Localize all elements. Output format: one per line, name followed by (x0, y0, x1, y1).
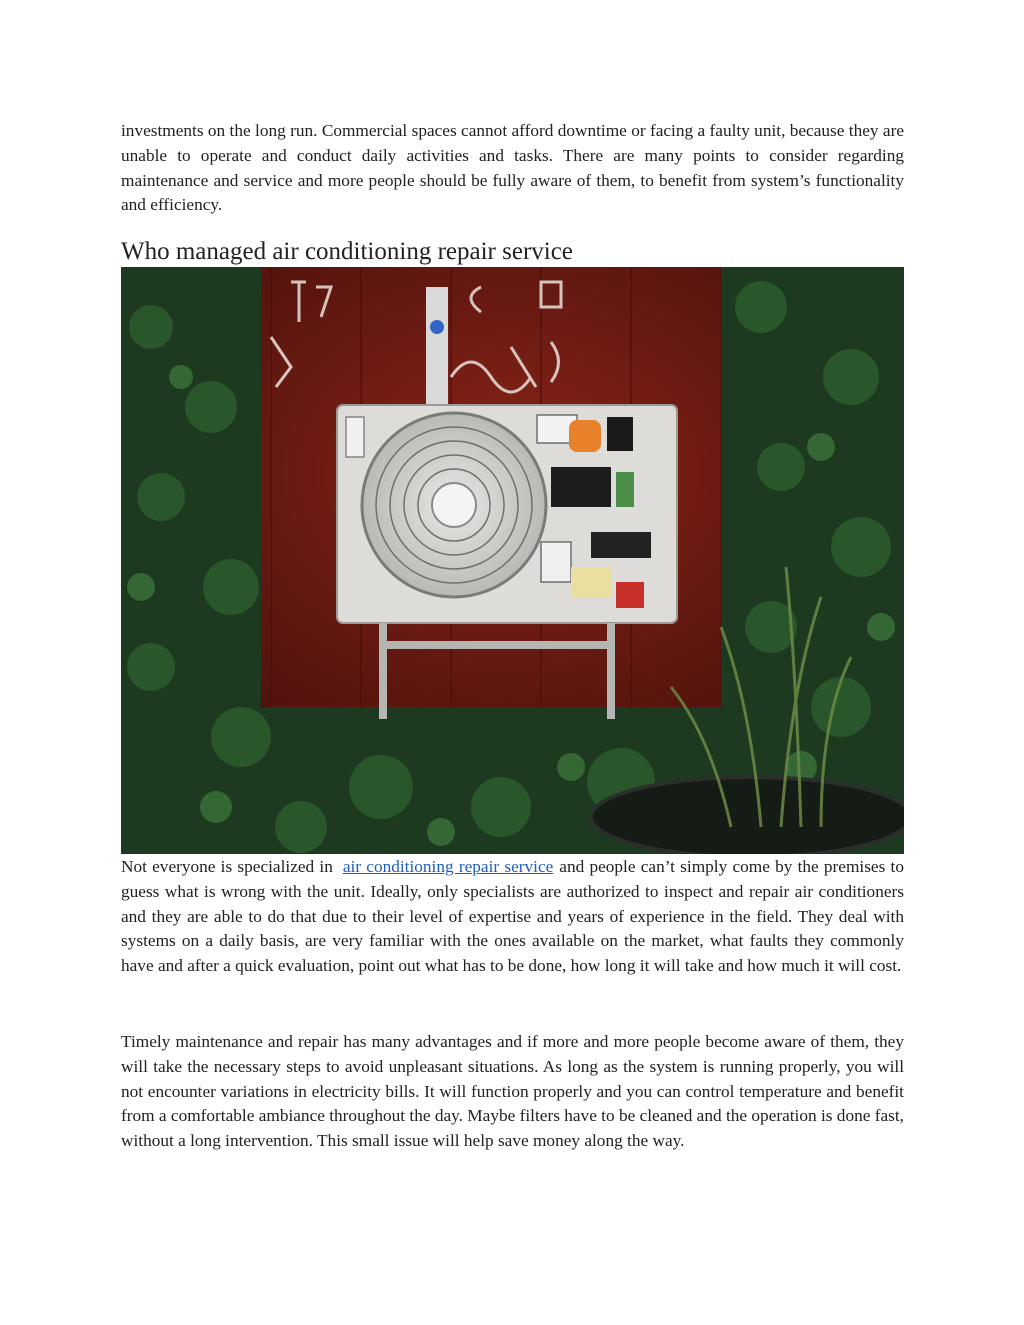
paragraph-text-before-link: Not everyone is specialized in (121, 857, 333, 876)
paragraph-text-after-link: and people can’t simply come by the premises to guess what is wrong with the unit. Ideally, only specialists are authorized to inspect and repair air conditioners and they are able to do that due to their level of expertise and years of experience in the field. They deal with systems on a daily basis, are very familiar with the ones available on the market, what faults they commonly have and after a quick evaluation, point out what has to be done, how long it will take and how much it will cost. (121, 857, 904, 976)
section-heading: Who managed air conditioning repair service (121, 238, 573, 265)
outdoor-ac-unit-photo (121, 267, 904, 854)
ac-repair-service-link[interactable]: air conditioning repair service (342, 857, 554, 876)
body-paragraph-maintenance: Timely maintenance and repair has many advantages and if more and more people become aware of them, they will take the necessary steps to avoid unpleasant situations. As long as the system is running properly, you will not encounter variations in electricity bills. It will function properly and you can control temperature and benefit from a comfortable ambiance throughout the day. Maybe filters have to be cleaned and the operation is done fast, without a long intervention. This small issue will help save money along the way. (121, 1032, 904, 1151)
body-paragraph-specialists (121, 855, 904, 979)
intro-paragraph: investments on the long run. Commercial spaces cannot afford downtime or facing a faulty unit, because they are unable to operate and conduct daily activities and tasks. There are many points to consider regarding maintenance and service and more people should be fully aware of them, to benefit from system’s functionality and efficiency. (121, 121, 904, 215)
